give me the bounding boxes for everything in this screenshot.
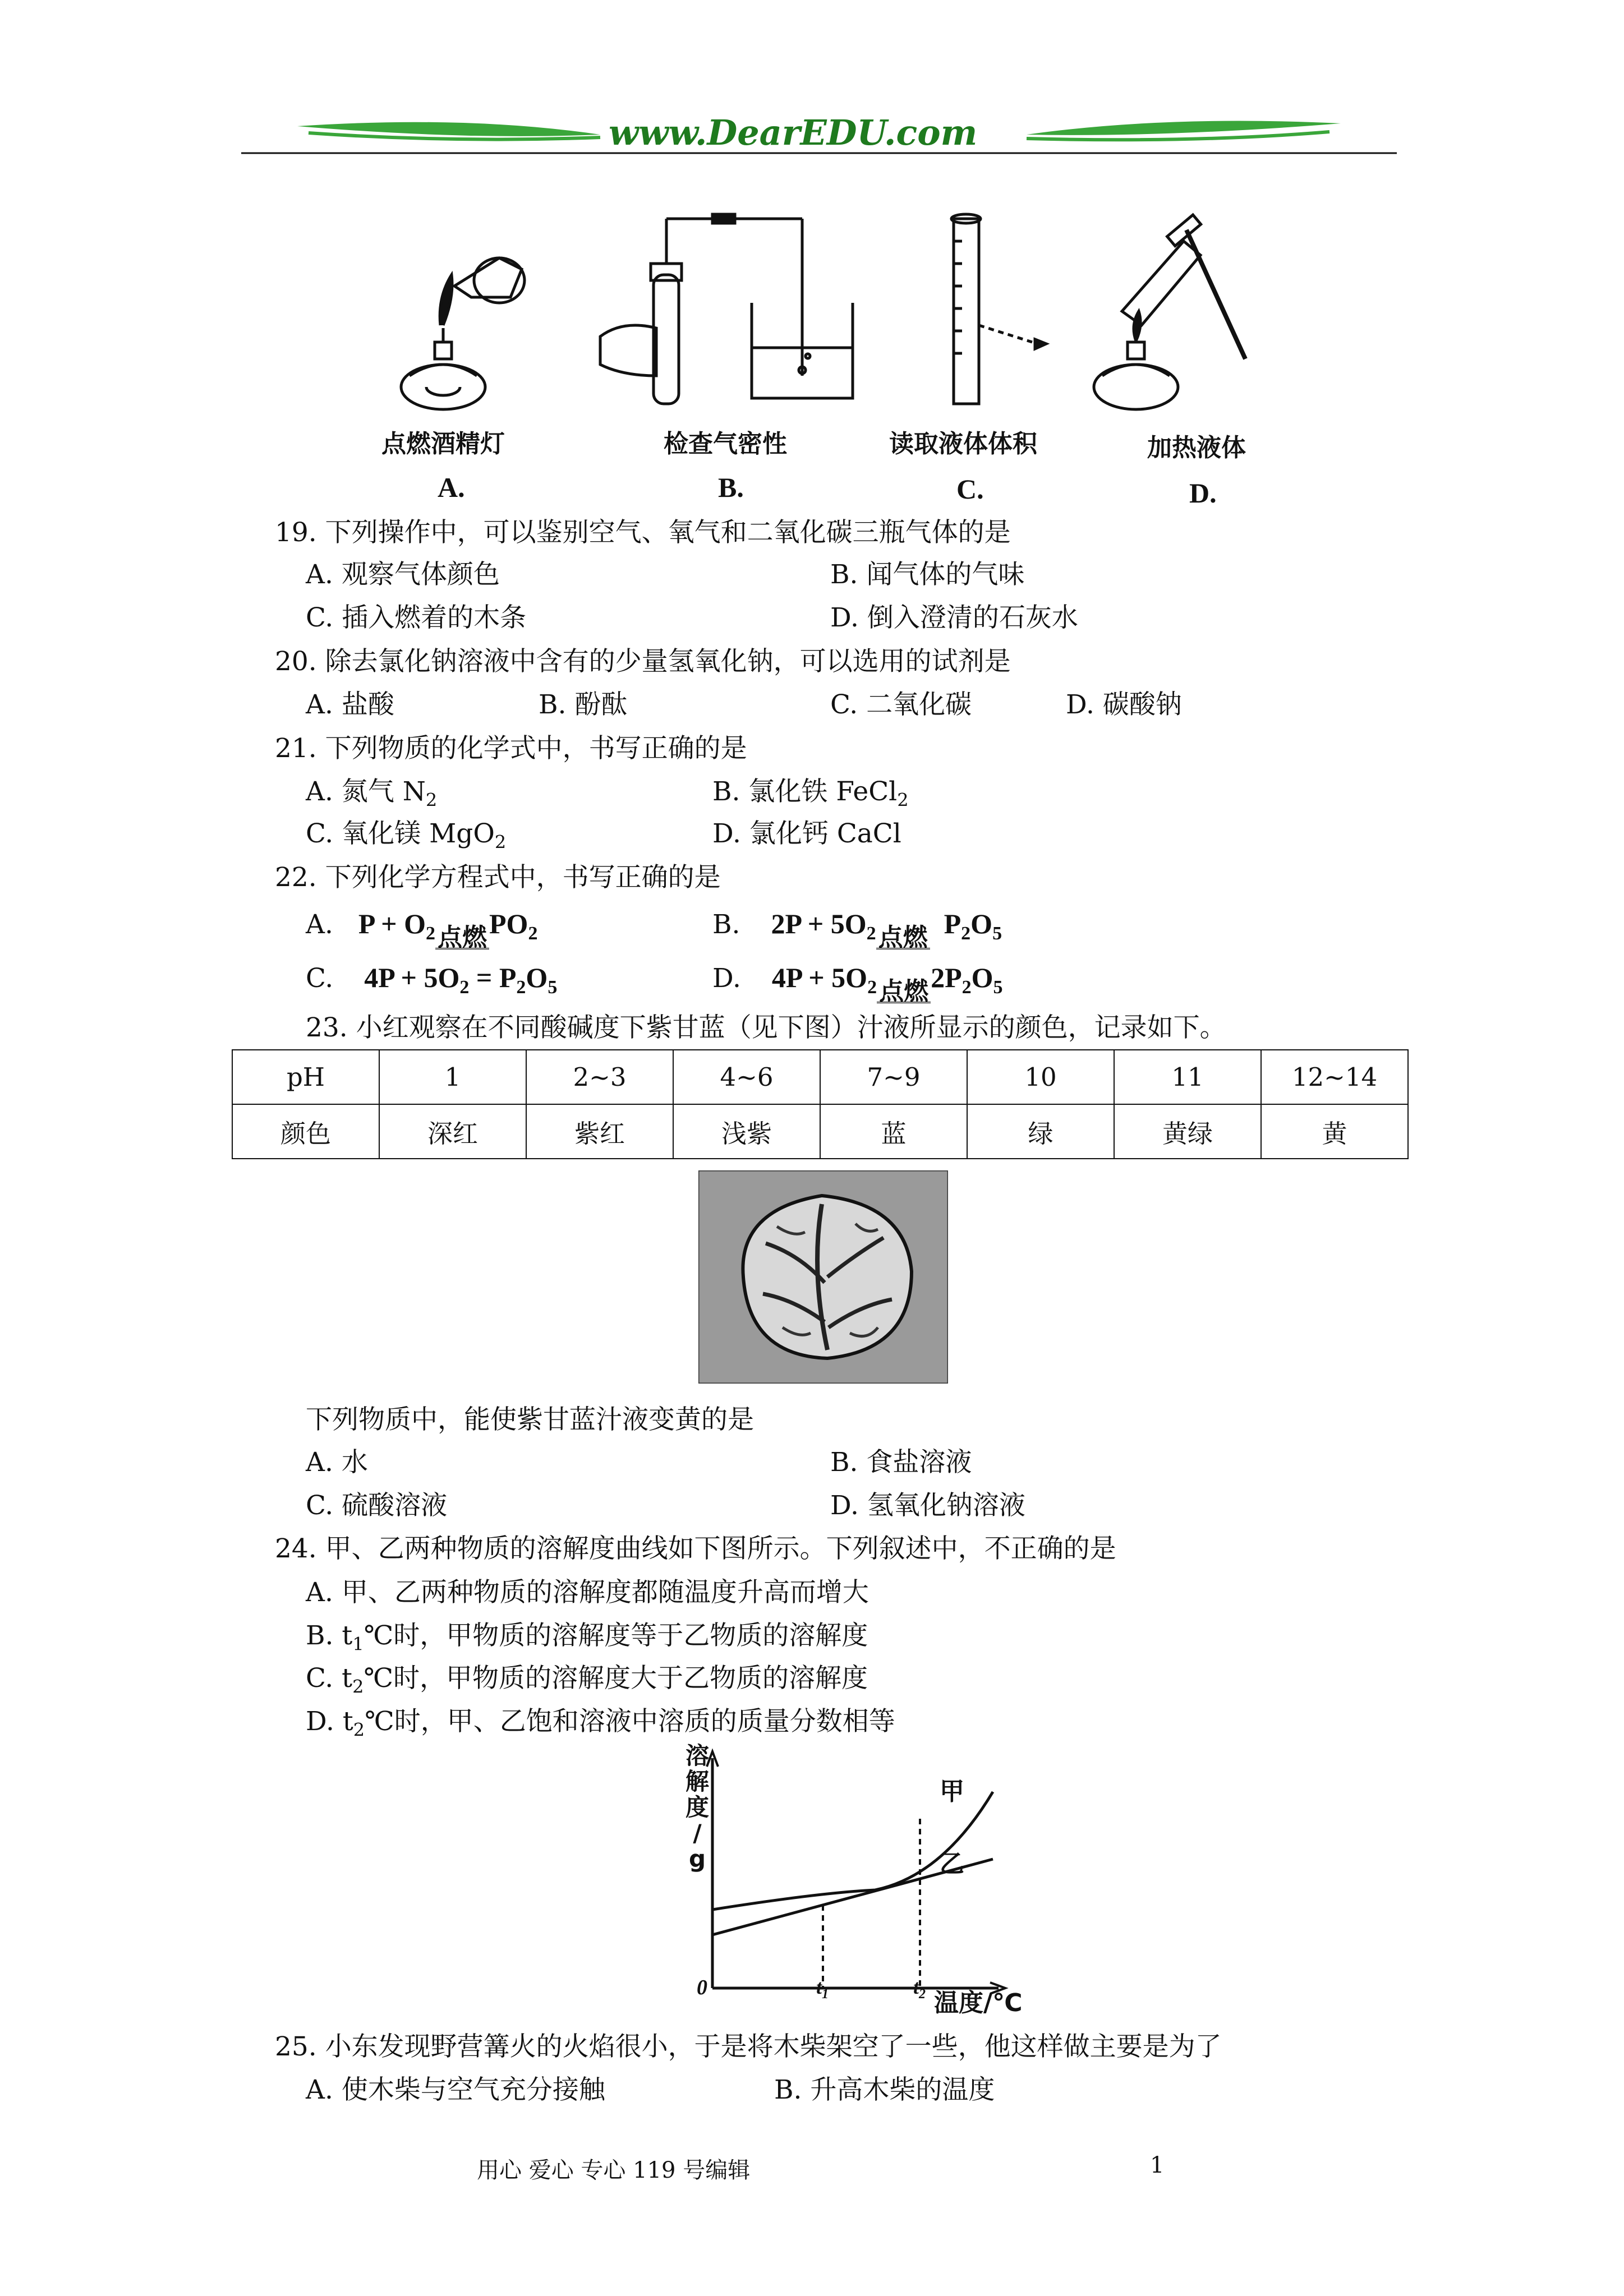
tick-label-t1 xyxy=(816,1975,829,2002)
table-cell: 7~9 xyxy=(820,1050,967,1104)
q21-stem: 21. 下列物质的化学式中，书写正确的是 xyxy=(275,733,747,764)
t1-sub: 1 xyxy=(822,1987,829,2002)
table-cell: 黄绿 xyxy=(1114,1104,1261,1159)
page-number: 1 xyxy=(1150,2152,1165,2178)
q21-option-a[interactable] xyxy=(306,775,437,817)
q21-a-sub: 2 xyxy=(425,789,438,811)
q22-stem: 22. 下列化学方程式中，书写正确的是 xyxy=(275,862,721,893)
table-cell: 浅紫 xyxy=(673,1104,820,1159)
q19-option-d[interactable]: D. 倒入澄清的石灰水 xyxy=(830,602,1078,633)
airtightness-apparatus xyxy=(600,214,853,404)
q22-a-equation: $P + O_2$点燃$PO_2$ xyxy=(358,908,538,951)
q24-option-d[interactable] xyxy=(306,1705,895,1746)
table-cell: pH xyxy=(232,1050,379,1104)
q19-option-c[interactable]: C. 插入燃着的木条 xyxy=(306,602,527,633)
q22-b-equation: $2P + 5O_2$点燃 $P_2O_5$ xyxy=(771,908,1002,951)
q22-c-equation: $4P + 5O_2 = P_2O_5$ xyxy=(364,962,558,998)
ylabel-char: 解 xyxy=(685,1768,709,1795)
graph-ylabel xyxy=(683,1743,711,1872)
q20-option-d[interactable]: D. 碳酸钠 xyxy=(1066,689,1182,720)
figure-label-d: 加热液体 xyxy=(1147,434,1246,462)
ylabel-char: 溶 xyxy=(685,1742,709,1769)
q24-stem: 24. 甲、乙两种物质的溶解度曲线如下图所示。下列叙述中，不正确的是 xyxy=(275,1533,1116,1564)
q24-c-post: ℃时，甲物质的溶解度大于乙物质的溶解度 xyxy=(364,1663,868,1694)
q24-d-post: ℃时，甲、乙饱和溶液中溶质的质量分数相等 xyxy=(365,1706,895,1737)
tick-label-t2 xyxy=(913,1975,926,2002)
series-label-jia: 甲 xyxy=(940,1777,964,1806)
figure-label-c: 读取液体体积 xyxy=(889,430,1037,458)
series-label-yi: 乙 xyxy=(940,1850,964,1878)
ylabel-char: g xyxy=(688,1845,706,1873)
q20-stem: 20. 除去氯化钠溶液中含有的少量氢氧化钠，可以选用的试剂是 xyxy=(275,646,1011,677)
graduated-cylinder xyxy=(951,214,1046,404)
q24-d-sub: 2 xyxy=(353,1719,365,1741)
q21-a-text: A. 氮气 N xyxy=(306,776,426,807)
q20-option-c[interactable]: C. 二氧化碳 xyxy=(830,689,972,720)
q24-option-c[interactable] xyxy=(306,1662,868,1703)
q22-b-cond: 点燃 xyxy=(876,925,930,951)
t1-text: t xyxy=(816,1976,822,1998)
table-cell: 紫红 xyxy=(526,1104,673,1159)
q22-option-a[interactable] xyxy=(306,907,537,951)
table-cell: 蓝 xyxy=(820,1104,967,1159)
q25-option-b[interactable]: B. 升高木柴的温度 xyxy=(774,2074,995,2105)
q21-option-b[interactable] xyxy=(712,775,909,817)
table-cell: 深红 xyxy=(379,1104,526,1159)
q21-option-c[interactable] xyxy=(306,817,506,859)
lab-operations-figure xyxy=(359,208,1313,449)
q21-b-text: B. 氯化铁 FeCl xyxy=(712,776,898,807)
figure-letter-c: C. xyxy=(956,473,984,505)
q22-d-equation: $4P + 5O_2$点燃$2P_2O_5$ xyxy=(771,962,1003,1005)
figure-label-a: 点燃酒精灯 xyxy=(381,430,505,458)
t2-sub: 2 xyxy=(919,1987,926,2002)
q23-option-c[interactable]: C. 硫酸溶液 xyxy=(306,1490,448,1521)
q23-option-b[interactable]: B. 食盐溶液 xyxy=(830,1447,972,1478)
q22-c-label: C. xyxy=(306,963,334,994)
q24-b-post: ℃时，甲物质的溶解度等于乙物质的溶解度 xyxy=(364,1620,868,1651)
q20-option-b[interactable]: B. 酚酞 xyxy=(539,689,628,720)
figure-letter-b: B. xyxy=(718,472,744,503)
q21-c-sub: 2 xyxy=(494,831,507,853)
q19-option-b[interactable]: B. 闻气体的气味 xyxy=(830,559,1025,590)
ylabel-char: 度 xyxy=(685,1794,709,1821)
q21-option-d[interactable]: D. 氯化钙 CaCl xyxy=(712,818,901,849)
q22-option-c[interactable] xyxy=(306,961,557,1004)
table-cell: 1 xyxy=(379,1050,526,1104)
q23-question: 下列物质中，能使紫甘蓝汁液变黄的是 xyxy=(306,1404,754,1435)
q24-c-pre: C. t xyxy=(306,1663,353,1694)
red-cabbage-image xyxy=(698,1170,948,1384)
heating-test-tube xyxy=(1094,215,1245,409)
table-cell: 颜色 xyxy=(232,1104,379,1159)
q22-a-label: A. xyxy=(306,909,333,940)
table-cell: 11 xyxy=(1114,1050,1261,1104)
q19-option-a[interactable]: A. 观察气体颜色 xyxy=(306,559,500,590)
q21-c-text: C. 氧化镁 MgO xyxy=(306,818,495,849)
graph-xlabel: 温度/℃ xyxy=(934,1989,1023,2017)
table-row-color xyxy=(232,1104,1408,1159)
graph-origin: 0 xyxy=(697,1976,707,1999)
q20-option-a[interactable]: A. 盐酸 xyxy=(306,689,394,720)
q25-option-a[interactable]: A. 使木柴与空气充分接触 xyxy=(306,2074,605,2105)
table-cell: 10 xyxy=(967,1050,1114,1104)
q22-d-label: D. xyxy=(712,963,741,994)
footer-text: 用心 爱心 专心 119 号编辑 xyxy=(477,2157,751,2183)
q22-option-b[interactable] xyxy=(712,907,1002,951)
q23-option-d[interactable]: D. 氢氧化钠溶液 xyxy=(830,1490,1025,1521)
table-row-ph xyxy=(232,1050,1408,1104)
figure-label-b: 检查气密性 xyxy=(664,430,787,458)
q22-a-cond: 点燃 xyxy=(435,925,489,951)
alcohol-lamp-a xyxy=(401,258,525,409)
q24-option-b[interactable] xyxy=(306,1619,868,1661)
q22-b-label: B. xyxy=(712,909,740,940)
q19-stem: 19. 下列操作中，可以鉴别空气、氧气和二氧化碳三瓶气体的是 xyxy=(275,517,1011,548)
table-cell: 4~6 xyxy=(673,1050,820,1104)
q21-b-sub: 2 xyxy=(897,789,909,811)
figure-letter-a: A. xyxy=(438,472,465,503)
table-cell: 绿 xyxy=(967,1104,1114,1159)
q25-stem: 25. 小东发现野营篝火的火焰很小，于是将木柴架空了一些，他这样做主要是为了 xyxy=(275,2031,1222,2062)
q22-d-cond: 点燃 xyxy=(877,979,931,1004)
table-cell: 2~3 xyxy=(526,1050,673,1104)
ph-color-table xyxy=(232,1049,1409,1159)
table-cell: 黄 xyxy=(1261,1104,1408,1159)
q23-option-a[interactable]: A. 水 xyxy=(306,1447,368,1478)
figure-letter-d: D. xyxy=(1189,477,1217,509)
q24-b-pre: B. t xyxy=(306,1620,353,1651)
q24-d-pre: D. t xyxy=(306,1706,353,1737)
ylabel-char: / xyxy=(693,1819,702,1847)
table-cell: 12~14 xyxy=(1261,1050,1408,1104)
header-site-logo[interactable]: www.DearEDU.com xyxy=(609,112,978,153)
q24-b-sub: 1 xyxy=(352,1633,364,1655)
q24-option-a[interactable]: A. 甲、乙两种物质的溶解度都随温度升高而增大 xyxy=(306,1577,869,1608)
t2-text: t xyxy=(913,1976,919,1998)
q24-c-sub: 2 xyxy=(352,1676,364,1698)
q22-option-d[interactable] xyxy=(712,961,1003,1004)
q23-stem: 23. 小红观察在不同酸碱度下紫甘蓝（见下图）汁液所显示的颜色，记录如下。 xyxy=(306,1012,1226,1043)
